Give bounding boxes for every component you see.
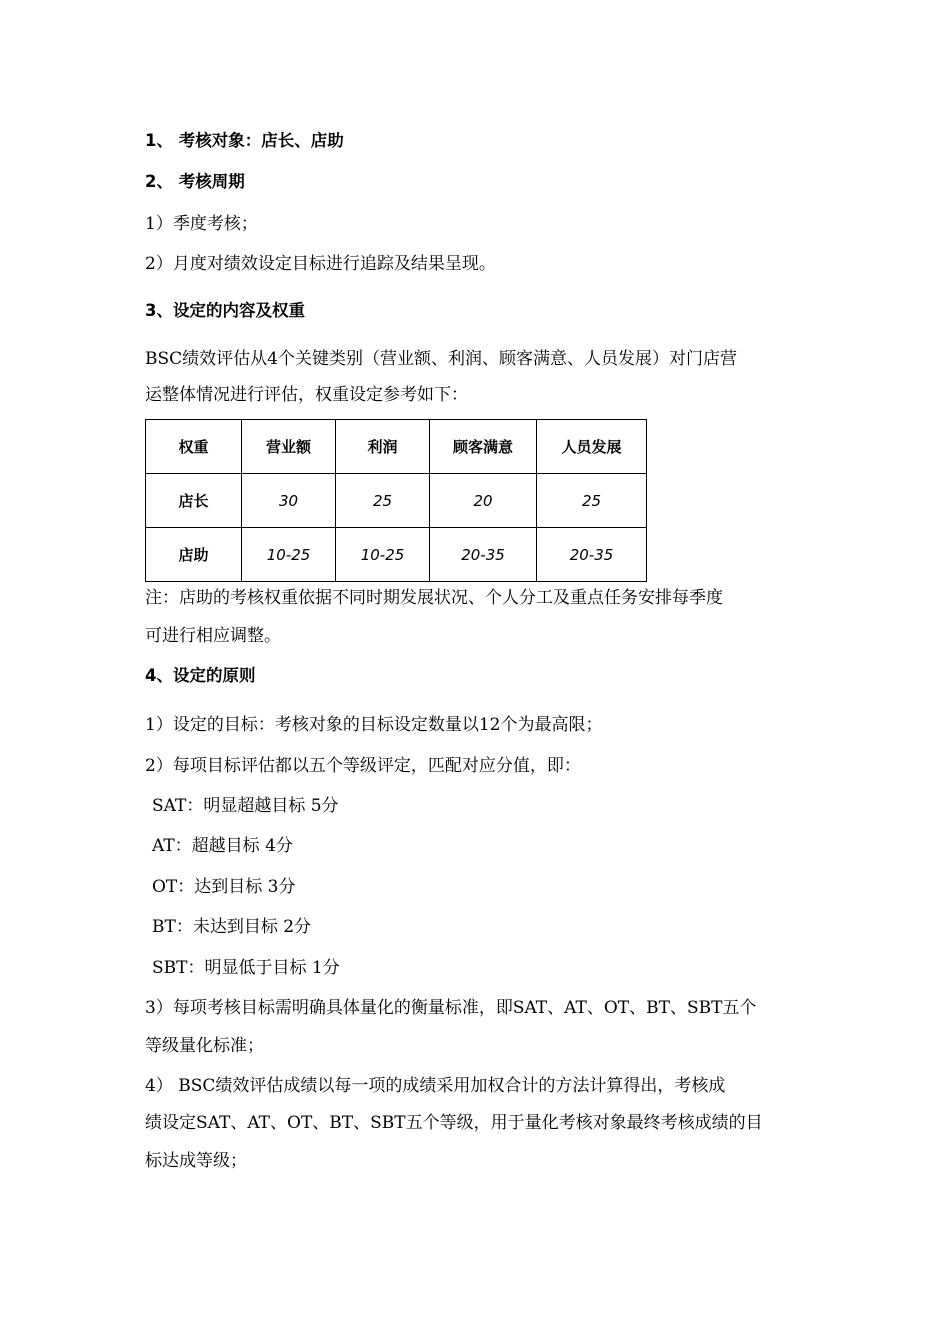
note-line: 可进行相应调整。 (145, 626, 281, 646)
table-header-row (146, 420, 647, 474)
paragraph-line: 2）月度对绩效设定目标进行追踪及结果呈现。 (145, 254, 496, 274)
table-header-cell: 利润 (336, 420, 430, 474)
heading-2: 2、 考核周期 (145, 172, 245, 191)
paragraph-line: 绩设定SAT、AT、OT、BT、SBT五个等级，用于量化考核对象最终考核成绩的目 (145, 1113, 763, 1133)
grade-line: OT：达到目标 3分 (152, 877, 296, 897)
table-row (146, 474, 647, 528)
table-cell: 30 (242, 474, 336, 528)
table-cell: 20-35 (430, 528, 537, 582)
table-header-cell: 营业额 (242, 420, 336, 474)
grade-line: SBT：明显低于目标 1分 (152, 958, 340, 978)
table-cell: 20-35 (537, 528, 647, 582)
weight-table (145, 419, 647, 582)
table-cell: 10-25 (336, 528, 430, 582)
grade-line: SAT：明显超越目标 5分 (152, 796, 339, 816)
table-row (146, 528, 647, 582)
paragraph-line: 1）设定的目标：考核对象的目标设定数量以12个为最高限； (145, 715, 603, 735)
paragraph-line: 1）季度考核； (145, 214, 258, 234)
paragraph-line: 运整体情况进行评估，权重设定参考如下： (145, 385, 468, 405)
table-header-cell: 权重 (146, 420, 242, 474)
paragraph-line: 等级量化标准； (145, 1036, 264, 1056)
table-row-label: 店助 (146, 528, 242, 582)
paragraph-line: 标达成等级； (145, 1151, 247, 1171)
paragraph-line: 3）每项考核目标需明确具体量化的衡量标准，即SAT、AT、OT、BT、SBT五个 (145, 998, 757, 1018)
table-header-cell: 顾客满意 (430, 420, 537, 474)
paragraph-line: BSC绩效评估从4个关键类别（营业额、利润、顾客满意、人员发展）对门店营 (145, 349, 737, 369)
grade-line: BT：未达到目标 2分 (152, 917, 312, 937)
table-cell: 10-25 (242, 528, 336, 582)
table-row-label: 店长 (146, 474, 242, 528)
paragraph-line: 4） BSC绩效评估成绩以每一项的成绩采用加权合计的方法计算得出，考核成 (145, 1076, 726, 1096)
table-cell: 25 (537, 474, 647, 528)
table-cell: 20 (430, 474, 537, 528)
table-cell: 25 (336, 474, 430, 528)
table-header-cell: 人员发展 (537, 420, 647, 474)
heading-3: 3、设定的内容及权重 (145, 301, 305, 320)
heading-1: 1、 考核对象：店长、店助 (145, 131, 344, 150)
grade-line: AT：超越目标 4分 (152, 836, 293, 856)
paragraph-line: 2）每项目标评估都以五个等级评定，匹配对应分值，即： (145, 756, 581, 776)
heading-4: 4、设定的原则 (145, 666, 256, 685)
note-line: 注：店助的考核权重依据不同时期发展状况、个人分工及重点任务安排每季度 (145, 588, 723, 608)
